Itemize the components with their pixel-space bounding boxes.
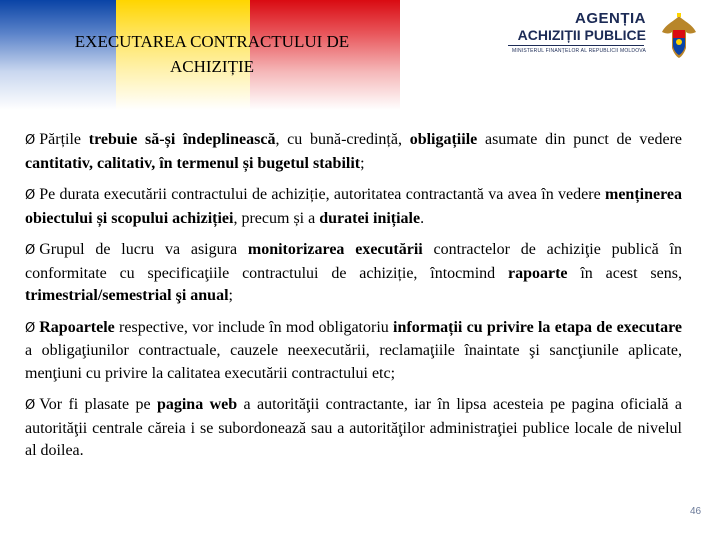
moldova-coat-of-arms-icon	[656, 12, 702, 60]
bullet-arrow-icon: Ø	[25, 243, 36, 258]
logo-divider	[508, 45, 644, 46]
text-segment: contractelor de achiziţie publică în conformitate cu specificaţiile contractului de achiziție, întocmind	[25, 241, 682, 282]
bullet-arrow-icon: Ø	[25, 188, 36, 203]
bold-text-segment: trebuie să-și îndeplinească	[88, 131, 276, 148]
bold-text-segment: cantitativ, calitativ, în termenul și bugetul stabilit	[25, 154, 361, 172]
text-segment: , precum și a	[233, 209, 320, 227]
bullet-paragraph	[25, 394, 682, 463]
logo-text-public-procurement: ACHIZIȚII PUBLICE	[517, 27, 646, 43]
text-segment: Grupul de lucru va asigura	[39, 241, 248, 258]
slide-title-line2: ACHIZIȚIE	[169, 57, 255, 76]
logo-text-ministry: MINISTERUL FINANȚELOR AL REPUBLICII MOLDOVA	[512, 48, 646, 54]
bold-text-segment: menținerea obiectului și scopului achiziției	[25, 186, 682, 227]
agency-logo	[506, 10, 706, 60]
bold-text-segment: monitorizarea executării	[247, 241, 423, 258]
slide-title	[32, 29, 392, 79]
bullet-paragraph	[25, 239, 682, 308]
bold-text-segment: informații cu privire la etapa de executare	[393, 318, 683, 336]
bold-text-segment: rapoarte	[507, 264, 568, 282]
slide-title-line1: EXECUTAREA CONTRACTULUI DE	[74, 32, 350, 51]
bullet-paragraph	[25, 317, 682, 386]
text-segment: Părțile	[39, 131, 89, 148]
slide-body	[25, 129, 682, 472]
text-segment: a autorităţii contractante, iar în lipsa acesteia pe pagina oficială a autorităţii centrale căreia i se subordonează sau a autorităţilor administraţiei publice locale de nivelul al doilea.	[25, 396, 682, 459]
text-segment: respective, vor include în mod obligatoriu	[114, 318, 394, 336]
bullet-paragraph	[25, 184, 682, 230]
bullet-paragraph	[25, 129, 682, 175]
bullet-arrow-icon: Ø	[25, 398, 36, 413]
text-segment: Pe durata executării contractului de achiziție, autoritatea contractantă va avea în vedere	[39, 186, 605, 203]
text-segment: ;	[360, 154, 365, 172]
logo-text-agency: AGENȚIA	[575, 10, 646, 27]
bold-text-segment: pagina web	[156, 396, 238, 413]
text-segment: .	[420, 209, 425, 227]
bullet-arrow-icon: Ø	[25, 320, 36, 336]
text-segment: asumate din punct de vedere	[477, 131, 683, 148]
text-segment: în acest sens,	[567, 264, 682, 282]
bold-text-segment: Rapoartele	[39, 318, 115, 336]
bullet-arrow-icon: Ø	[25, 133, 36, 148]
text-segment: , cu bună-credință,	[275, 131, 410, 148]
page-number: 46	[690, 506, 702, 517]
text-segment: ;	[228, 287, 233, 304]
text-segment: a obligaţiunilor contractuale, cauzele neexecutării, reclamaţiile înaintate şi sancţiunile aplicate, menţiuni cu privire la calitatea executării contractului etc;	[25, 342, 682, 382]
bold-text-segment: duratei inițiale	[319, 209, 421, 227]
bold-text-segment: obligațiile	[409, 131, 478, 148]
bold-text-segment: trimestrial/semestrial şi anual	[25, 287, 229, 304]
text-segment: Vor fi plasate pe	[39, 396, 157, 413]
